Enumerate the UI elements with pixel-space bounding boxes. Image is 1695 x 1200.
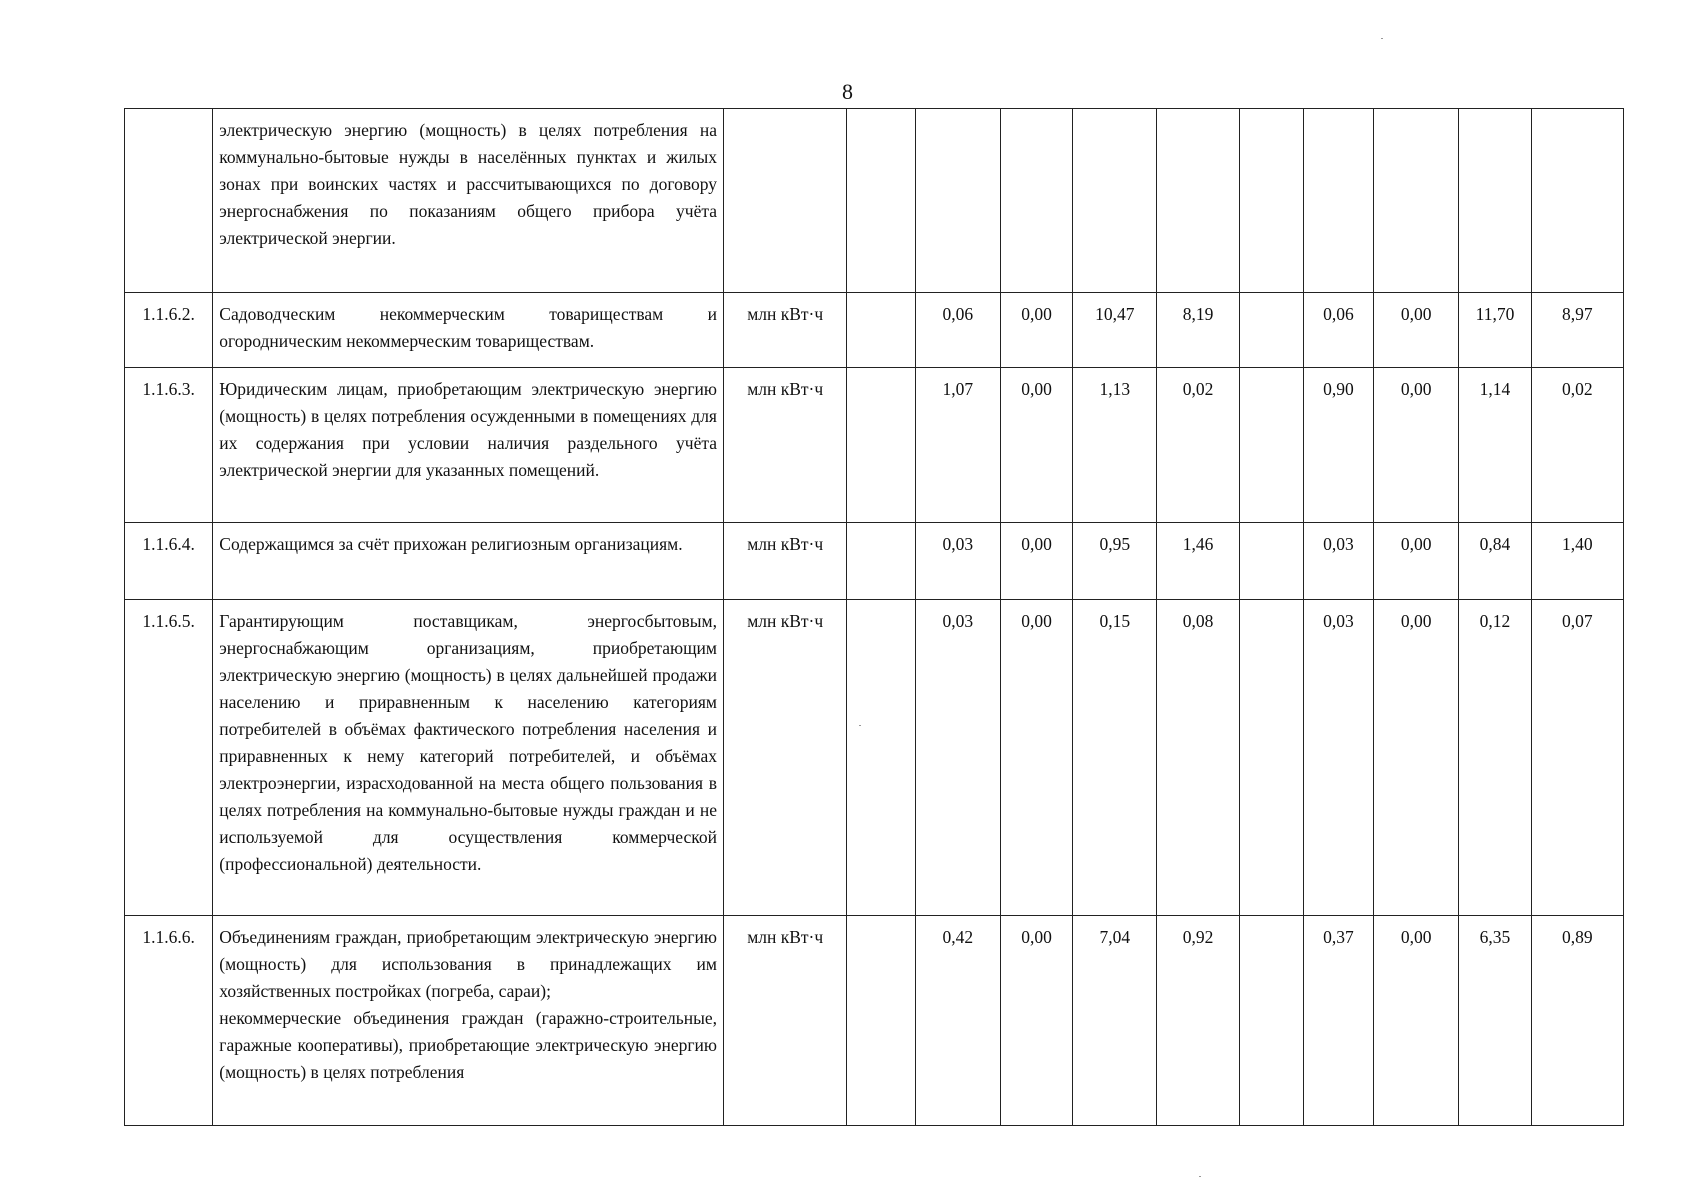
row-unit: млн кВт·ч — [723, 916, 846, 1126]
value-cell: 0,15 — [1073, 600, 1157, 916]
tariff-table — [124, 108, 1624, 1126]
row-unit: млн кВт·ч — [723, 368, 846, 523]
value-cell: 0,42 — [915, 916, 1000, 1126]
value-cell — [1239, 368, 1303, 523]
value-cell: 0,08 — [1157, 600, 1239, 916]
value-cell — [1459, 109, 1531, 293]
value-cell: 0,00 — [1000, 600, 1072, 916]
value-cell: 1,13 — [1073, 368, 1157, 523]
value-cell: 1,07 — [915, 368, 1000, 523]
row-unit: млн кВт·ч — [723, 293, 846, 368]
value-cell — [847, 523, 915, 600]
value-cell — [1073, 109, 1157, 293]
value-cell: 0,07 — [1531, 600, 1623, 916]
table-row — [125, 523, 1624, 600]
value-cell: 0,00 — [1000, 293, 1072, 368]
value-cell — [1531, 109, 1623, 293]
value-cell — [1157, 109, 1239, 293]
row-description: Содержащимся за счёт прихожан религиозным организациям. — [213, 523, 724, 600]
row-description: Гарантирующим поставщикам, энергосбытовым, энергоснабжающим организациям, приобретающим электрическую энергию (мощность) в целях дальнейшей продажи населению и приравненным к населению категориям потребителей в объёмах фактического потребления населения и приравненных к нему категорий потребителей, и объёмах электроэнергии, израсходованной на места общего пользования в целях потребления на коммунально-бытовые нужды граждан и не используемой для осуществления коммерческой (профессиональной) деятельности. — [213, 600, 724, 916]
value-cell — [1239, 916, 1303, 1126]
value-cell — [1374, 109, 1459, 293]
value-cell — [847, 109, 915, 293]
value-cell: 0,06 — [915, 293, 1000, 368]
value-cell — [847, 368, 915, 523]
value-cell: 1,46 — [1157, 523, 1239, 600]
value-cell: 0,89 — [1531, 916, 1623, 1126]
row-number — [125, 109, 213, 293]
scan-speck — [859, 725, 861, 726]
row-number: 1.1.6.5. — [125, 600, 213, 916]
value-cell: 8,19 — [1157, 293, 1239, 368]
value-cell — [1239, 109, 1303, 293]
value-cell: 0,37 — [1303, 916, 1373, 1126]
table-row — [125, 600, 1624, 916]
value-cell — [847, 293, 915, 368]
value-cell — [1239, 293, 1303, 368]
value-cell — [1239, 600, 1303, 916]
value-cell: 0,84 — [1459, 523, 1531, 600]
value-cell: 1,14 — [1459, 368, 1531, 523]
value-cell — [915, 109, 1000, 293]
value-cell: 0,03 — [915, 600, 1000, 916]
value-cell: 0,00 — [1000, 916, 1072, 1126]
value-cell: 0,90 — [1303, 368, 1373, 523]
table-row — [125, 368, 1624, 523]
table-row — [125, 916, 1624, 1126]
table-row — [125, 109, 1624, 293]
row-number: 1.1.6.2. — [125, 293, 213, 368]
table-body — [125, 109, 1624, 1126]
value-cell — [847, 916, 915, 1126]
value-cell: 0,06 — [1303, 293, 1373, 368]
page-number: 8 — [842, 79, 853, 104]
row-description: Объединениям граждан, приобретающим электрическую энергию (мощность) для использования в принадлежащих им хозяйственных постройках (погреба, сараи); некоммерческие объединения граждан (гаражно-строительные, гаражные кооперативы), приобретающие электрическую энергию (мощность) в целях потребления — [213, 916, 724, 1126]
table-row — [125, 293, 1624, 368]
value-cell: 0,92 — [1157, 916, 1239, 1126]
value-cell — [1303, 109, 1373, 293]
row-number: 1.1.6.3. — [125, 368, 213, 523]
value-cell: 0,02 — [1531, 368, 1623, 523]
value-cell — [1239, 523, 1303, 600]
value-cell: 1,40 — [1531, 523, 1623, 600]
value-cell: 0,00 — [1000, 368, 1072, 523]
value-cell: 0,95 — [1073, 523, 1157, 600]
value-cell: 0,03 — [915, 523, 1000, 600]
value-cell: 0,00 — [1000, 523, 1072, 600]
value-cell — [1000, 109, 1072, 293]
value-cell: 10,47 — [1073, 293, 1157, 368]
value-cell: 0,03 — [1303, 600, 1373, 916]
value-cell: 0,00 — [1374, 916, 1459, 1126]
row-unit: млн кВт·ч — [723, 523, 846, 600]
value-cell: 7,04 — [1073, 916, 1157, 1126]
value-cell: 0,00 — [1374, 600, 1459, 916]
row-number: 1.1.6.6. — [125, 916, 213, 1126]
row-unit — [723, 109, 846, 293]
scan-speck — [1381, 38, 1383, 39]
value-cell: 6,35 — [1459, 916, 1531, 1126]
scan-speck — [1199, 1176, 1201, 1177]
value-cell: 0,03 — [1303, 523, 1373, 600]
row-unit: млн кВт·ч — [723, 600, 846, 916]
value-cell: 0,00 — [1374, 293, 1459, 368]
value-cell: 0,12 — [1459, 600, 1531, 916]
value-cell — [847, 600, 915, 916]
value-cell: 8,97 — [1531, 293, 1623, 368]
value-cell: 11,70 — [1459, 293, 1531, 368]
row-description: Юридическим лицам, приобретающим электрическую энергию (мощность) в целях потребления осужденными в помещениях для их содержания при условии наличия раздельного учёта электрической энергии для указанных помещений. — [213, 368, 724, 523]
row-description: электрическую энергию (мощность) в целях потребления на коммунально-бытовые нужды в населённых пунктах и жилых зонах при воинских частях и рассчитывающихся по договору энергоснабжения по показаниям общего прибора учёта электрической энергии. — [213, 109, 724, 293]
row-description: Садоводческим некоммерческим товариществам и огородническим некоммерческим товариществам. — [213, 293, 724, 368]
row-number: 1.1.6.4. — [125, 523, 213, 600]
value-cell: 0,00 — [1374, 523, 1459, 600]
value-cell: 0,02 — [1157, 368, 1239, 523]
value-cell: 0,00 — [1374, 368, 1459, 523]
